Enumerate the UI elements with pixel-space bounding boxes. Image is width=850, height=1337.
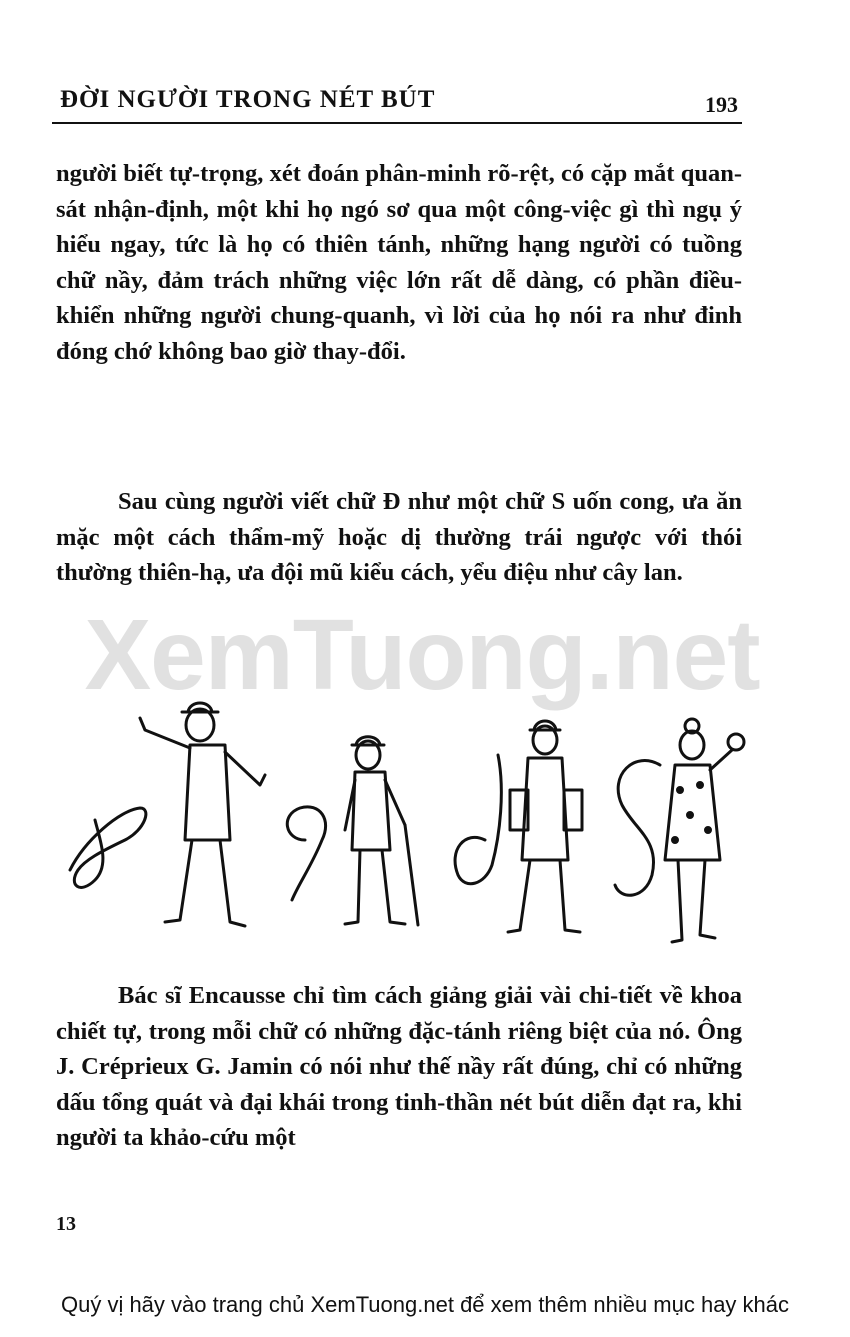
handwriting-illustration	[60, 690, 760, 950]
letter-d-script	[455, 755, 501, 884]
page-header	[52, 78, 742, 126]
running-title: ĐỜI NGƯỜI TRONG NÉT BÚT	[60, 86, 436, 113]
signature-folio: 13	[56, 1213, 76, 1235]
figure-man-with-cane	[345, 737, 418, 925]
page-number: 193	[705, 92, 738, 117]
site-footer	[0, 1292, 850, 1318]
figure-man-with-briefcase	[508, 721, 582, 932]
paragraph-3: Bác sĩ Encausse chỉ tìm cách giảng giải vài chi-tiết về khoa chiết tự, trong mỗi chữ có những đặc-tánh riêng biệt của nó. Ông J. Créprieux G. Jamin có nói như thế nầy rất đúng, chỉ có những dấu tổng quát và đại khái trong tinh-thần nét bút diễn đạt ra, khi người ta khảo-cứu một	[56, 982, 742, 1152]
header-rule	[52, 122, 742, 124]
paragraph-1: người biết tự-trọng, xét đoán phân-minh rõ-rệt, có cặp mắt quan-sát nhận-định, một khi họ ngó sơ qua một công-việc gì thì ngụ ý hiểu ngay, tức là họ có thiên tánh, những hạng người có tuồng chữ nầy, đảm trách những việc lớn rất dễ dàng, có phần điều-khiển những người chung-quanh, vì lời của họ nói ra như đinh đóng chớ không bao giờ thay-đổi.	[56, 160, 742, 365]
figure-woman-with-flower	[665, 719, 744, 942]
figure-man-raising-arm	[140, 703, 265, 926]
footer-text-after: để xem thêm nhiều mục hay khác	[453, 1292, 790, 1317]
paragraph-2: Sau cùng người viết chữ Đ như một chữ S uốn cong, ưa ăn mặc một cách thẩm-mỹ hoặc dị thường trái ngược với thói thường thiên-hạ, ưa đội mũ kiểu cách, yểu điệu như cây lan.	[56, 488, 742, 587]
homepage-link[interactable]: XemTuong.net	[310, 1292, 454, 1317]
letter-d-loop-2	[287, 807, 325, 900]
watermark: XemTuong.net	[84, 599, 760, 711]
letter-s-curl	[615, 761, 660, 896]
letter-d-loop-1	[70, 808, 146, 887]
footer-text-before: Quý vị hãy vào trang chủ	[60, 1292, 311, 1317]
